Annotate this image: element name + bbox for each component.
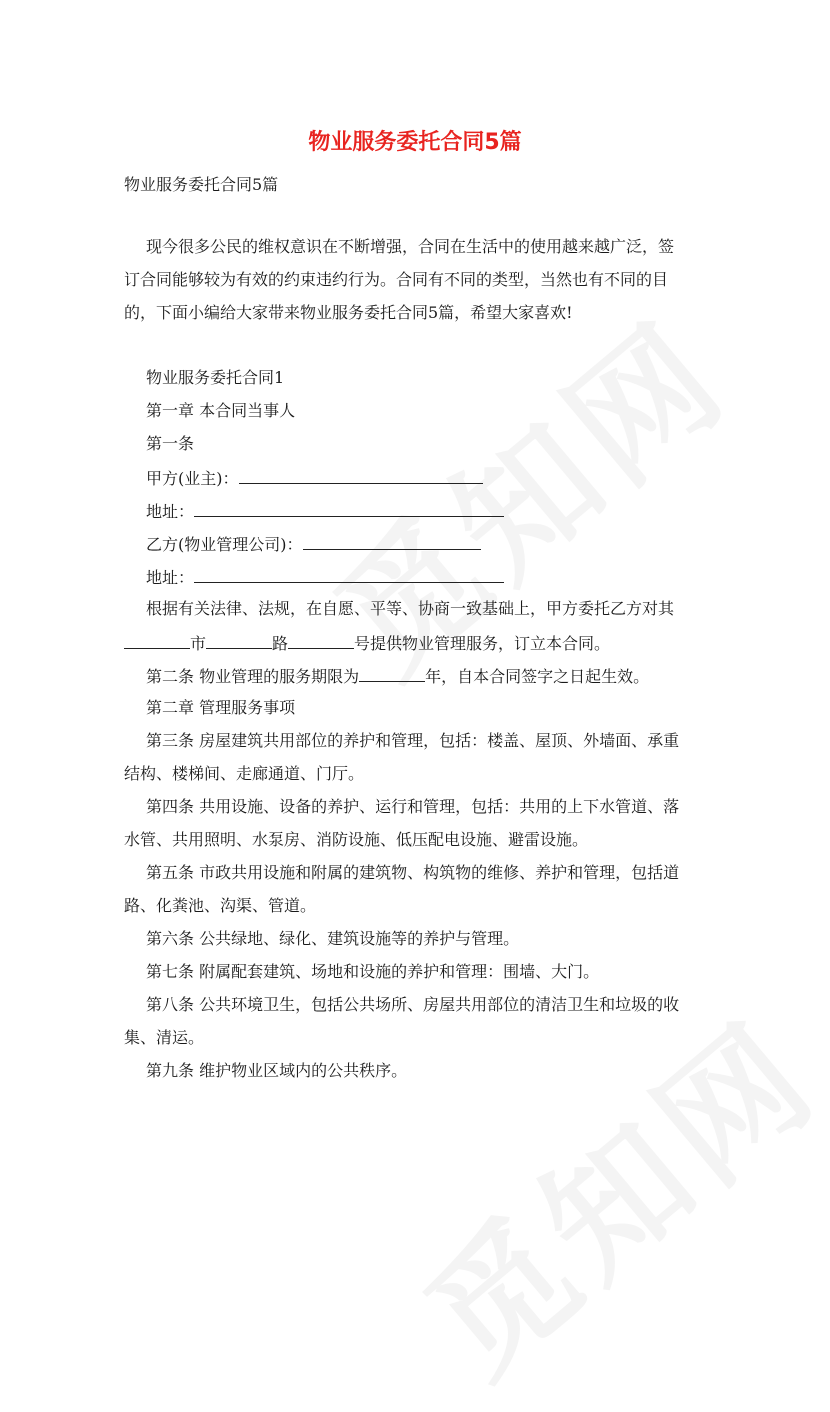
basis-line-1: 根据有关法律、法规，在自愿、平等、协商一致基础上，甲方委托乙方对其 bbox=[146, 599, 675, 618]
basis-end: 号提供物业管理服务，订立本合同。 bbox=[354, 634, 611, 653]
article-5-line-1: 第五条 市政共用设施和附属的建筑物、构筑物的维修、养护和管理，包括道 bbox=[146, 863, 680, 882]
article-7: 第七条 附属配套建筑、场地和设施的养护和管理：围墙、大门。 bbox=[146, 962, 600, 981]
article-3-line-2: 结构、楼梯间、走廊通道、门厅。 bbox=[124, 764, 365, 783]
party-a-blank bbox=[239, 467, 483, 484]
watermark-bottom bbox=[378, 969, 830, 1412]
party-a-label: 甲方(业主)： bbox=[146, 469, 239, 488]
party-b-row bbox=[146, 533, 481, 555]
intro-line-3: 的，下面小编给大家带来物业服务委托合同5篇，希望大家喜欢! bbox=[124, 303, 573, 322]
road-blank bbox=[206, 632, 272, 649]
address-blank-1 bbox=[194, 500, 504, 517]
address-label-2: 地址： bbox=[146, 568, 195, 587]
article-8-line-1: 第八条 公共环境卫生，包括公共场所、房屋共用部位的清洁卫生和垃圾的收 bbox=[146, 995, 680, 1014]
address-label-1: 地址： bbox=[146, 502, 195, 521]
article-8-line-2: 集、清运。 bbox=[124, 1028, 205, 1047]
contract-heading: 物业服务委托合同1 bbox=[146, 368, 285, 387]
chapter-1-heading: 第一章 本合同当事人 bbox=[146, 401, 296, 420]
number-blank bbox=[288, 632, 354, 649]
basis-road-label: 路 bbox=[272, 634, 289, 653]
article-2-end: 年，自本合同签字之日起生效。 bbox=[425, 667, 650, 686]
article-6: 第六条 公共绿地、绿化、建筑设施等的养护与管理。 bbox=[146, 929, 520, 948]
basis-city-label: 市 bbox=[190, 634, 207, 653]
party-b-blank bbox=[303, 533, 481, 550]
address-row-1 bbox=[146, 500, 504, 522]
address-row-2 bbox=[146, 566, 504, 588]
address-blank-2 bbox=[194, 566, 504, 583]
article-4-line-1: 第四条 共用设施、设备的养护、运行和管理，包括：共用的上下水管道、落 bbox=[146, 797, 680, 816]
term-blank bbox=[359, 665, 425, 682]
chapter-2-heading: 第二章 管理服务事项 bbox=[146, 698, 296, 717]
intro-line-2: 订合同能够较为有效的约束违约行为。合同有不同的类型，当然也有不同的目 bbox=[124, 270, 669, 289]
article-2-start: 第二条 物业管理的服务期限为 bbox=[146, 667, 360, 686]
article-3-line-1: 第三条 房屋建筑共用部位的养护和管理，包括：楼盖、屋顶、外墙面、承重 bbox=[146, 731, 680, 750]
article-4-line-2: 水管、共用照明、水泵房、消防设施、低压配电设施、避雷设施。 bbox=[124, 830, 589, 849]
document-title: 物业服务委托合同5篇 bbox=[308, 130, 522, 155]
article-2 bbox=[146, 665, 649, 687]
document-subtitle: 物业服务委托合同5篇 bbox=[124, 175, 279, 194]
article-1-heading: 第一条 bbox=[146, 434, 195, 453]
intro-line-1: 现今很多公民的维权意识在不断增强，合同在生活中的使用越来越广泛，签 bbox=[146, 237, 675, 256]
party-a-row bbox=[146, 467, 483, 489]
article-5-line-2: 路、化粪池、沟渠、管道。 bbox=[124, 896, 317, 915]
city-blank bbox=[124, 632, 190, 649]
basis-line-2 bbox=[124, 632, 610, 654]
article-9: 第九条 维护物业区域内的公共秩序。 bbox=[146, 1061, 408, 1080]
party-b-label: 乙方(物业管理公司)： bbox=[146, 535, 303, 554]
